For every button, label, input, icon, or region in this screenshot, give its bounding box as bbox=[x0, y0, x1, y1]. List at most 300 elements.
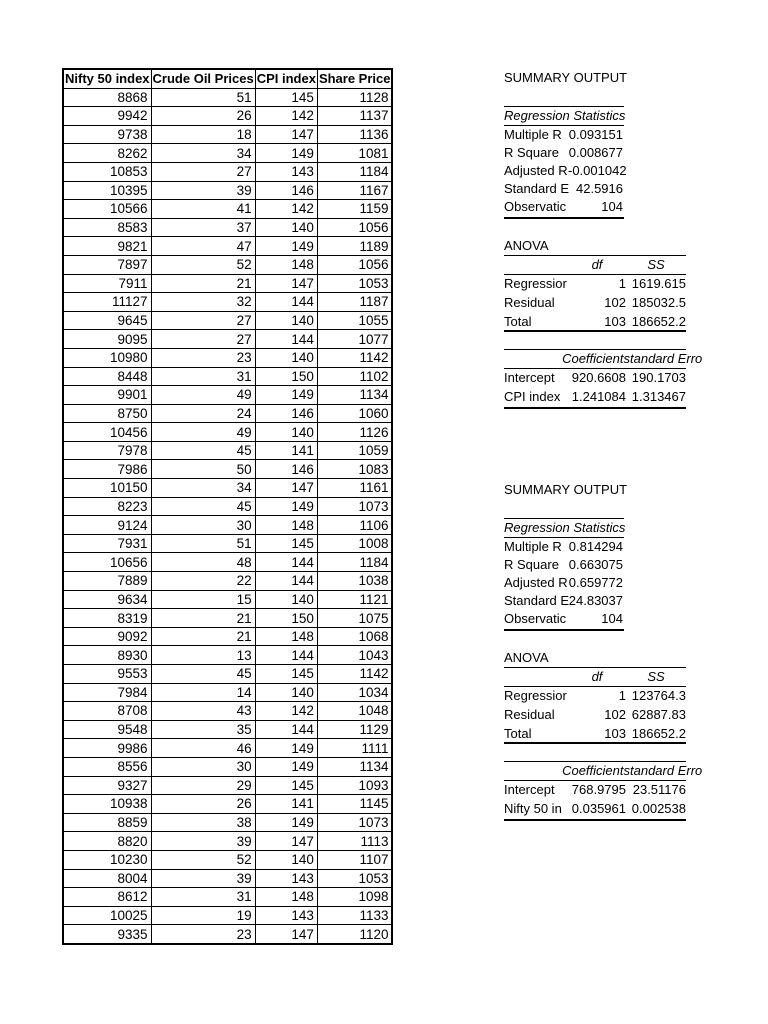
table-cell[interactable]: 8750 bbox=[63, 404, 151, 423]
stat-value[interactable]: 0.008677 bbox=[568, 145, 623, 160]
table-cell[interactable]: 10566 bbox=[63, 200, 151, 219]
table-cell[interactable]: 149 bbox=[255, 386, 317, 405]
table-cell[interactable]: 1134 bbox=[317, 757, 392, 776]
anova-label[interactable]: Residual bbox=[504, 707, 555, 722]
table-row bbox=[63, 200, 392, 219]
table-cell[interactable]: 8583 bbox=[63, 218, 151, 237]
table-cell[interactable]: 18 bbox=[151, 125, 255, 144]
table-cell[interactable]: 147 bbox=[255, 274, 317, 293]
table-cell[interactable]: 26 bbox=[151, 107, 255, 126]
table-cell[interactable]: 9327 bbox=[63, 776, 151, 795]
table-cell[interactable]: 43 bbox=[151, 702, 255, 721]
coef-value[interactable]: 1.241084 bbox=[571, 389, 626, 404]
table-cell[interactable]: 31 bbox=[151, 367, 255, 386]
table-cell[interactable]: 7897 bbox=[63, 255, 151, 274]
table-cell[interactable]: 1111 bbox=[317, 739, 392, 758]
summary-title[interactable]: SUMMARY OUTPUT bbox=[504, 482, 628, 497]
anova-ss[interactable]: 62887.83 bbox=[631, 707, 686, 722]
rule bbox=[504, 330, 686, 332]
stat-value[interactable]: 0.814294 bbox=[568, 539, 623, 554]
table-row bbox=[63, 720, 392, 739]
table-cell[interactable]: 145 bbox=[255, 534, 317, 553]
table-cell[interactable]: 15 bbox=[151, 590, 255, 609]
table-cell[interactable]: 10150 bbox=[63, 479, 151, 498]
coef-se[interactable]: 190.1703 bbox=[631, 370, 686, 385]
stat-value[interactable]: 104 bbox=[601, 611, 623, 626]
stat-value[interactable]: 104 bbox=[601, 199, 623, 214]
table-cell[interactable]: 9942 bbox=[63, 107, 151, 126]
table-cell[interactable]: 1048 bbox=[317, 702, 392, 721]
table-cell[interactable]: 10938 bbox=[63, 795, 151, 814]
table-cell[interactable]: 1145 bbox=[317, 795, 392, 814]
table-cell[interactable]: 14 bbox=[151, 683, 255, 702]
table-row bbox=[63, 386, 392, 405]
table-cell[interactable]: 9634 bbox=[63, 590, 151, 609]
coef-se-header[interactable]: tandard Erro bbox=[630, 351, 703, 366]
table-row bbox=[63, 404, 392, 423]
table-cell[interactable]: 143 bbox=[255, 906, 317, 925]
table-row bbox=[63, 497, 392, 516]
table-cell[interactable]: 146 bbox=[255, 460, 317, 479]
table-cell[interactable]: 1137 bbox=[317, 107, 392, 126]
table-cell[interactable]: 1093 bbox=[317, 776, 392, 795]
table-cell[interactable]: 149 bbox=[255, 757, 317, 776]
table-cell[interactable]: 8708 bbox=[63, 702, 151, 721]
table-cell[interactable]: 45 bbox=[151, 441, 255, 460]
table-cell[interactable]: 50 bbox=[151, 460, 255, 479]
table-cell[interactable]: 1120 bbox=[317, 925, 392, 944]
table-cell[interactable]: 39 bbox=[151, 832, 255, 851]
table-cell[interactable]: 1059 bbox=[317, 441, 392, 460]
table-cell[interactable]: 45 bbox=[151, 665, 255, 684]
table-cell[interactable]: 1107 bbox=[317, 850, 392, 869]
table-cell[interactable]: 143 bbox=[255, 869, 317, 888]
table-cell[interactable]: 9092 bbox=[63, 627, 151, 646]
table-cell[interactable]: 34 bbox=[151, 479, 255, 498]
anova-label[interactable]: Regressior bbox=[504, 276, 567, 291]
table-cell[interactable]: 47 bbox=[151, 237, 255, 256]
coef-se[interactable]: 1.313467 bbox=[631, 389, 686, 404]
table-row bbox=[63, 144, 392, 163]
summary-title[interactable]: SUMMARY OUTPUT bbox=[504, 70, 628, 85]
stat-label[interactable]: Multiple R bbox=[504, 127, 562, 142]
table-row bbox=[63, 479, 392, 498]
table-cell[interactable]: 9124 bbox=[63, 516, 151, 535]
stat-label[interactable]: R Square bbox=[504, 557, 559, 572]
anova-ss[interactable]: 1619.615 bbox=[631, 276, 686, 291]
stat-label[interactable]: Adjusted R bbox=[504, 163, 568, 178]
table-cell[interactable]: 1043 bbox=[317, 646, 392, 665]
table-cell[interactable]: 8223 bbox=[63, 497, 151, 516]
table-cell[interactable]: 143 bbox=[255, 162, 317, 181]
table-cell[interactable]: 140 bbox=[255, 311, 317, 330]
table-cell[interactable]: 9553 bbox=[63, 665, 151, 684]
table-cell[interactable]: 9738 bbox=[63, 125, 151, 144]
table-row bbox=[63, 274, 392, 293]
table-row bbox=[63, 888, 392, 907]
header-row bbox=[63, 69, 392, 88]
table-row bbox=[63, 572, 392, 591]
table-cell[interactable]: 1136 bbox=[317, 125, 392, 144]
table-cell[interactable]: 11127 bbox=[63, 293, 151, 312]
table-cell[interactable]: 142 bbox=[255, 702, 317, 721]
table-cell[interactable]: 9821 bbox=[63, 237, 151, 256]
table-row bbox=[63, 553, 392, 572]
table-row bbox=[63, 237, 392, 256]
table-cell[interactable]: 51 bbox=[151, 88, 255, 107]
table-cell[interactable]: 1053 bbox=[317, 869, 392, 888]
table-cell[interactable]: 1056 bbox=[317, 218, 392, 237]
table-cell[interactable]: 150 bbox=[255, 367, 317, 386]
coef-se[interactable]: 0.002538 bbox=[631, 801, 686, 816]
anova-df[interactable]: 102 bbox=[604, 707, 626, 722]
table-cell[interactable]: 10230 bbox=[63, 850, 151, 869]
rule bbox=[504, 217, 624, 219]
table-cell[interactable]: 32 bbox=[151, 293, 255, 312]
table-cell[interactable]: 1142 bbox=[317, 348, 392, 367]
table-cell[interactable]: 141 bbox=[255, 795, 317, 814]
table-cell[interactable]: 1159 bbox=[317, 200, 392, 219]
table-cell[interactable]: 8612 bbox=[63, 888, 151, 907]
rule bbox=[504, 819, 686, 821]
table-cell[interactable]: 10980 bbox=[63, 348, 151, 367]
table-cell[interactable]: 1077 bbox=[317, 330, 392, 349]
table-cell[interactable]: 37 bbox=[151, 218, 255, 237]
table-cell[interactable]: 9335 bbox=[63, 925, 151, 944]
table-cell[interactable]: 52 bbox=[151, 255, 255, 274]
stat-value[interactable]: 0.663075 bbox=[568, 557, 623, 572]
table-cell[interactable]: 144 bbox=[255, 646, 317, 665]
table-cell[interactable]: 144 bbox=[255, 330, 317, 349]
anova-ss-header[interactable]: SS bbox=[647, 257, 665, 272]
table-cell[interactable]: 1184 bbox=[317, 162, 392, 181]
coef-label[interactable]: CPI index bbox=[504, 389, 561, 404]
anova-ss-header[interactable]: SS bbox=[647, 669, 665, 684]
table-cell[interactable]: 1098 bbox=[317, 888, 392, 907]
table-cell[interactable]: 7931 bbox=[63, 534, 151, 553]
anova-ss[interactable]: 186652.2 bbox=[631, 314, 686, 329]
table-row bbox=[63, 850, 392, 869]
table-cell[interactable]: 140 bbox=[255, 348, 317, 367]
table-cell[interactable]: 1106 bbox=[317, 516, 392, 535]
table-cell[interactable]: 19 bbox=[151, 906, 255, 925]
table-cell[interactable]: 1126 bbox=[317, 423, 392, 442]
table-cell[interactable]: 7978 bbox=[63, 441, 151, 460]
table-cell[interactable]: 1189 bbox=[317, 237, 392, 256]
reg-stats-header[interactable]: Regression Statistics bbox=[504, 520, 626, 535]
table-cell[interactable]: 27 bbox=[151, 311, 255, 330]
coef-value[interactable]: 0.035961 bbox=[571, 801, 626, 816]
table-cell[interactable]: 10395 bbox=[63, 181, 151, 200]
anova-label[interactable]: Regressior bbox=[504, 688, 567, 703]
table-cell[interactable]: 149 bbox=[255, 497, 317, 516]
table-cell[interactable]: 140 bbox=[255, 423, 317, 442]
table-cell[interactable]: 39 bbox=[151, 869, 255, 888]
table-row bbox=[63, 218, 392, 237]
table-row bbox=[63, 107, 392, 126]
table-row bbox=[63, 441, 392, 460]
table-row bbox=[63, 348, 392, 367]
table-cell[interactable]: 48 bbox=[151, 553, 255, 572]
table-cell[interactable]: 34 bbox=[151, 144, 255, 163]
table-cell[interactable]: 1121 bbox=[317, 590, 392, 609]
table-row bbox=[63, 683, 392, 702]
table-cell[interactable]: 1133 bbox=[317, 906, 392, 925]
table-cell[interactable]: 9645 bbox=[63, 311, 151, 330]
coef-label[interactable]: Intercept bbox=[504, 782, 555, 797]
table-cell[interactable]: 45 bbox=[151, 497, 255, 516]
table-cell[interactable]: 21 bbox=[151, 274, 255, 293]
table-cell[interactable]: 10656 bbox=[63, 553, 151, 572]
table-cell[interactable]: 150 bbox=[255, 609, 317, 628]
table-cell[interactable]: 8930 bbox=[63, 646, 151, 665]
table-cell[interactable]: 8556 bbox=[63, 757, 151, 776]
table-cell[interactable]: 147 bbox=[255, 832, 317, 851]
table-cell[interactable]: 8448 bbox=[63, 367, 151, 386]
table-row bbox=[63, 646, 392, 665]
table-cell[interactable]: 22 bbox=[151, 572, 255, 591]
table-cell[interactable]: 149 bbox=[255, 237, 317, 256]
table-cell[interactable]: 35 bbox=[151, 720, 255, 739]
table-cell[interactable]: 1102 bbox=[317, 367, 392, 386]
table-row bbox=[63, 665, 392, 684]
table-cell[interactable]: 9986 bbox=[63, 739, 151, 758]
stat-label[interactable]: Observatic bbox=[504, 611, 567, 626]
table-cell[interactable]: 149 bbox=[255, 813, 317, 832]
table-cell[interactable]: 38 bbox=[151, 813, 255, 832]
stat-value[interactable]: 0.093151 bbox=[568, 127, 623, 142]
table-cell[interactable]: 30 bbox=[151, 757, 255, 776]
table-cell[interactable]: 148 bbox=[255, 627, 317, 646]
anova-label[interactable]: Total bbox=[504, 726, 532, 741]
coef-label[interactable]: Intercept bbox=[504, 370, 555, 385]
table-cell[interactable]: 1073 bbox=[317, 813, 392, 832]
table-cell[interactable]: 146 bbox=[255, 404, 317, 423]
table-row bbox=[63, 925, 392, 944]
table-row bbox=[63, 795, 392, 814]
table-cell[interactable]: 1081 bbox=[317, 144, 392, 163]
stat-label[interactable]: Adjusted R bbox=[504, 575, 568, 590]
anova-label[interactable]: Residual bbox=[504, 295, 555, 310]
reg-stats-header[interactable]: Regression Statistics bbox=[504, 108, 626, 123]
stat-label[interactable]: R Square bbox=[504, 145, 559, 160]
table-row bbox=[63, 757, 392, 776]
table-cell[interactable]: 24 bbox=[151, 404, 255, 423]
table-cell[interactable]: 149 bbox=[255, 739, 317, 758]
header-crude-oil[interactable]: Crude Oil Prices bbox=[151, 69, 255, 88]
table-cell[interactable]: 9095 bbox=[63, 330, 151, 349]
table-cell[interactable]: 30 bbox=[151, 516, 255, 535]
table-row bbox=[63, 869, 392, 888]
table-cell[interactable]: 8859 bbox=[63, 813, 151, 832]
table-cell[interactable]: 141 bbox=[255, 441, 317, 460]
table-cell[interactable]: 146 bbox=[255, 181, 317, 200]
data-table bbox=[62, 68, 393, 945]
header-cpi[interactable]: CPI index bbox=[255, 69, 317, 88]
table-cell[interactable]: 1184 bbox=[317, 553, 392, 572]
anova-df-header[interactable]: df bbox=[591, 257, 603, 272]
anova-label[interactable]: Total bbox=[504, 314, 532, 329]
table-cell[interactable]: 31 bbox=[151, 888, 255, 907]
table-cell[interactable]: 147 bbox=[255, 925, 317, 944]
table-cell[interactable]: 1008 bbox=[317, 534, 392, 553]
anova-df[interactable]: 103 bbox=[604, 314, 626, 329]
rule bbox=[504, 629, 624, 631]
table-cell[interactable]: 8004 bbox=[63, 869, 151, 888]
table-cell[interactable]: 23 bbox=[151, 925, 255, 944]
table-cell[interactable]: 26 bbox=[151, 795, 255, 814]
table-cell[interactable]: 1113 bbox=[317, 832, 392, 851]
table-cell[interactable]: 8868 bbox=[63, 88, 151, 107]
table-cell[interactable]: 1056 bbox=[317, 255, 392, 274]
table-cell[interactable]: 21 bbox=[151, 627, 255, 646]
table-cell[interactable]: 144 bbox=[255, 720, 317, 739]
anova-title[interactable]: ANOVA bbox=[504, 238, 549, 253]
table-cell[interactable]: 10025 bbox=[63, 906, 151, 925]
table-cell[interactable]: 39 bbox=[151, 181, 255, 200]
table-cell[interactable]: 1075 bbox=[317, 609, 392, 628]
table-cell[interactable]: 7889 bbox=[63, 572, 151, 591]
table-cell[interactable]: 145 bbox=[255, 665, 317, 684]
anova-title[interactable]: ANOVA bbox=[504, 650, 549, 665]
table-cell[interactable]: 1134 bbox=[317, 386, 392, 405]
anova-ss[interactable]: 123764.3 bbox=[631, 688, 686, 703]
table-cell[interactable]: 148 bbox=[255, 888, 317, 907]
table-cell[interactable]: 1083 bbox=[317, 460, 392, 479]
anova-df[interactable]: 102 bbox=[604, 295, 626, 310]
table-row bbox=[63, 590, 392, 609]
anova-ss[interactable]: 186652.2 bbox=[631, 726, 686, 741]
table-cell[interactable]: 49 bbox=[151, 423, 255, 442]
table-cell[interactable]: 7984 bbox=[63, 683, 151, 702]
coef-value[interactable]: 920.6608 bbox=[571, 370, 626, 385]
table-cell[interactable]: 29 bbox=[151, 776, 255, 795]
table-cell[interactable]: 148 bbox=[255, 255, 317, 274]
table-cell[interactable]: 140 bbox=[255, 590, 317, 609]
table-cell[interactable]: 1129 bbox=[317, 720, 392, 739]
table-cell[interactable]: 1073 bbox=[317, 497, 392, 516]
table-row bbox=[63, 516, 392, 535]
stat-label[interactable]: Observatic bbox=[504, 199, 567, 214]
table-row bbox=[63, 311, 392, 330]
table-cell[interactable]: 23 bbox=[151, 348, 255, 367]
table-row bbox=[63, 330, 392, 349]
table-cell[interactable]: 144 bbox=[255, 293, 317, 312]
table-cell[interactable]: 7986 bbox=[63, 460, 151, 479]
table-cell[interactable]: 27 bbox=[151, 330, 255, 349]
table-cell[interactable]: 140 bbox=[255, 683, 317, 702]
table-cell[interactable]: 144 bbox=[255, 572, 317, 591]
coef-label[interactable]: Nifty 50 in bbox=[504, 801, 562, 816]
table-row bbox=[63, 181, 392, 200]
table-row bbox=[63, 813, 392, 832]
table-cell[interactable]: 7911 bbox=[63, 274, 151, 293]
table-cell[interactable]: 52 bbox=[151, 850, 255, 869]
table-cell[interactable]: 8319 bbox=[63, 609, 151, 628]
table-cell[interactable]: 144 bbox=[255, 553, 317, 572]
table-cell[interactable]: 1142 bbox=[317, 665, 392, 684]
table-cell[interactable]: 1038 bbox=[317, 572, 392, 591]
table-cell[interactable]: 10853 bbox=[63, 162, 151, 181]
table-cell[interactable]: 9901 bbox=[63, 386, 151, 405]
table-cell[interactable]: 51 bbox=[151, 534, 255, 553]
stat-value[interactable]: 24.83037 bbox=[568, 593, 623, 608]
stat-label[interactable]: Standard E bbox=[504, 593, 570, 608]
table-cell[interactable]: 145 bbox=[255, 88, 317, 107]
table-cell[interactable]: 147 bbox=[255, 125, 317, 144]
table-row bbox=[63, 125, 392, 144]
stat-value[interactable]: 0.659772 bbox=[568, 575, 623, 590]
table-cell[interactable]: 8262 bbox=[63, 144, 151, 163]
header-nifty[interactable]: Nifty 50 index bbox=[63, 69, 151, 88]
anova-df[interactable]: 103 bbox=[604, 726, 626, 741]
coef-header[interactable]: Coefficients bbox=[562, 763, 630, 778]
table-row bbox=[63, 367, 392, 386]
stat-value[interactable]: -0.001042 bbox=[568, 163, 627, 178]
table-row bbox=[63, 627, 392, 646]
stat-value[interactable]: 42.5916 bbox=[576, 181, 623, 196]
table-cell[interactable]: 10456 bbox=[63, 423, 151, 442]
coef-value[interactable]: 768.9795 bbox=[571, 782, 626, 797]
table-cell[interactable]: 142 bbox=[255, 107, 317, 126]
table-cell[interactable]: 1128 bbox=[317, 88, 392, 107]
anova-ss[interactable]: 185032.5 bbox=[631, 295, 686, 310]
table-cell[interactable]: 1167 bbox=[317, 181, 392, 200]
anova-df-header[interactable]: df bbox=[591, 669, 603, 684]
table-cell[interactable]: 41 bbox=[151, 200, 255, 219]
table-cell[interactable]: 1055 bbox=[317, 311, 392, 330]
table-cell[interactable]: 1161 bbox=[317, 479, 392, 498]
table-cell[interactable]: 1187 bbox=[317, 293, 392, 312]
stat-label[interactable]: Standard E bbox=[504, 181, 570, 196]
coef-se[interactable]: 23.51176 bbox=[632, 782, 686, 797]
table-cell[interactable]: 1068 bbox=[317, 627, 392, 646]
table-cell[interactable]: 1060 bbox=[317, 404, 392, 423]
anova-df[interactable]: 1 bbox=[618, 688, 626, 703]
table-cell[interactable]: 142 bbox=[255, 200, 317, 219]
table-body bbox=[63, 88, 392, 944]
table-cell[interactable]: 49 bbox=[151, 386, 255, 405]
table-cell[interactable]: 147 bbox=[255, 479, 317, 498]
table-row bbox=[63, 162, 392, 181]
table-cell[interactable]: 46 bbox=[151, 739, 255, 758]
table-cell[interactable]: 1053 bbox=[317, 274, 392, 293]
coef-se-header[interactable]: tandard Erro bbox=[630, 763, 703, 778]
header-share-price[interactable]: Share Price bbox=[317, 69, 392, 88]
table-cell[interactable]: 148 bbox=[255, 516, 317, 535]
table-cell[interactable]: 9548 bbox=[63, 720, 151, 739]
table-cell[interactable]: 21 bbox=[151, 609, 255, 628]
anova-df[interactable]: 1 bbox=[618, 276, 626, 291]
table-cell[interactable]: 27 bbox=[151, 162, 255, 181]
table-row bbox=[63, 832, 392, 851]
table-row bbox=[63, 460, 392, 479]
table-cell[interactable]: 13 bbox=[151, 646, 255, 665]
table-cell[interactable]: 1034 bbox=[317, 683, 392, 702]
table-cell[interactable]: 145 bbox=[255, 776, 317, 795]
table-cell[interactable]: 140 bbox=[255, 218, 317, 237]
table-row bbox=[63, 702, 392, 721]
table-cell[interactable]: 8820 bbox=[63, 832, 151, 851]
table-row bbox=[63, 293, 392, 312]
coef-header[interactable]: Coefficients bbox=[562, 351, 630, 366]
rule bbox=[504, 742, 686, 744]
stat-label[interactable]: Multiple R bbox=[504, 539, 562, 554]
rule bbox=[504, 407, 686, 409]
table-cell[interactable]: 149 bbox=[255, 144, 317, 163]
table-row bbox=[63, 609, 392, 628]
table-cell[interactable]: 140 bbox=[255, 850, 317, 869]
